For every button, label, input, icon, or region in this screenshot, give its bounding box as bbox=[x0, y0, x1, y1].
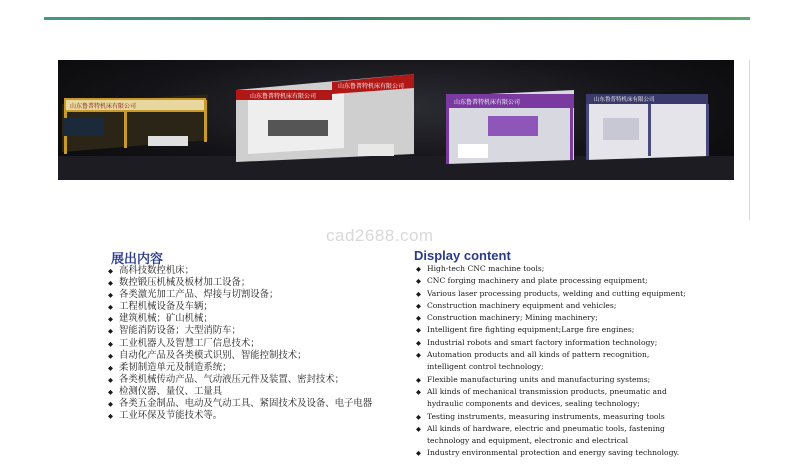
booth-rendering bbox=[58, 60, 734, 180]
booth-1 bbox=[62, 94, 208, 154]
list-item: ◆ CNC forging machinery and plate processing equipment; bbox=[416, 275, 716, 287]
list-item: ◆ Intelligent fire fighting equipment;Large fire engines; bbox=[416, 324, 716, 336]
list-item: ◆ 各类激光加工产品、焊接与切割设备； bbox=[108, 289, 408, 301]
display-list-cn bbox=[108, 265, 408, 422]
list-item: ◆ 高科技数控机床； bbox=[108, 265, 408, 277]
list-item: ◆ Testing instruments, measuring instruments, measuring tools bbox=[416, 411, 716, 423]
list-item: ◆ 各类五金制品、电动及气动工具、紧固技术及设备、电子电器 bbox=[108, 398, 408, 410]
list-item: ◆ 检测仪器、量仪、工量具 bbox=[108, 386, 408, 398]
list-item: ◆ 数控锻压机械及板材加工设备； bbox=[108, 277, 408, 289]
list-item: ◆ High-tech CNC machine tools; bbox=[416, 263, 716, 275]
list-item: ◆ Construction machinery; Mining machinery; bbox=[416, 312, 716, 324]
list-item: ◆ 建筑机械；矿山机械； bbox=[108, 313, 408, 325]
booth-2 bbox=[236, 74, 414, 162]
exhibition-booth-image bbox=[58, 60, 734, 180]
header-accent-bar bbox=[44, 17, 750, 20]
list-item: ◆ Construction machinery equipment and vehicles; bbox=[416, 300, 716, 312]
booth-3-sign: 山东鲁普特机床有限公司 bbox=[454, 99, 521, 106]
list-item: ◆ Industry environmental protection and energy saving technology. bbox=[416, 447, 716, 459]
list-item: ◆ 智能消防设备；大型消防车； bbox=[108, 325, 408, 337]
booth-2-sign: 山东鲁普特机床有限公司 bbox=[250, 93, 317, 100]
list-item: ◆ All kinds of mechanical transmission products, pneumatic and hydraulic components and devices, sealing technology; bbox=[416, 386, 716, 411]
booth-1-sign: 山东鲁普特机床有限公司 bbox=[70, 103, 137, 110]
site-watermark: cad2688.com bbox=[326, 226, 434, 245]
section-title-en: Display content bbox=[414, 248, 511, 263]
page-edge-rule bbox=[749, 60, 750, 220]
list-item: ◆ 各类机械传动产品、气动液压元件及装置、密封技术； bbox=[108, 374, 408, 386]
list-item: ◆ 工程机械设备及车辆； bbox=[108, 301, 408, 313]
section-title-cn: 展出内容 bbox=[111, 252, 164, 267]
list-item: ◆ 柔韧制造单元及制造系统； bbox=[108, 362, 408, 374]
list-item: ◆ All kinds of hardware, electric and pneumatic tools, fastening technology and equipment, electronic and electrical bbox=[416, 423, 716, 448]
booth-2-roof-sign: 山东鲁普特机床有限公司 bbox=[338, 83, 405, 90]
display-list-en bbox=[416, 263, 716, 460]
booth-3 bbox=[446, 90, 574, 164]
list-item: ◆ Flexible manufacturing units and manufacturing systems; bbox=[416, 374, 716, 386]
booth-4 bbox=[586, 94, 709, 160]
list-item: ◆ 工业环保及节能技术等。 bbox=[108, 410, 408, 422]
list-item: ◆ 工业机器人及智慧工厂信息技术； bbox=[108, 338, 408, 350]
booth-4-sign: 山东鲁普特机床有限公司 bbox=[594, 97, 655, 103]
list-item: ◆ Industrial robots and smart factory information technology; bbox=[416, 337, 716, 349]
list-item: ◆ 自动化产品及各类模式识别、智能控制技术； bbox=[108, 350, 408, 362]
list-item: ◆ Automation products and all kinds of pattern recognition, intelligent control technology; bbox=[416, 349, 716, 374]
list-item: ◆ Various laser processing products, welding and cutting equipment; bbox=[416, 288, 716, 300]
